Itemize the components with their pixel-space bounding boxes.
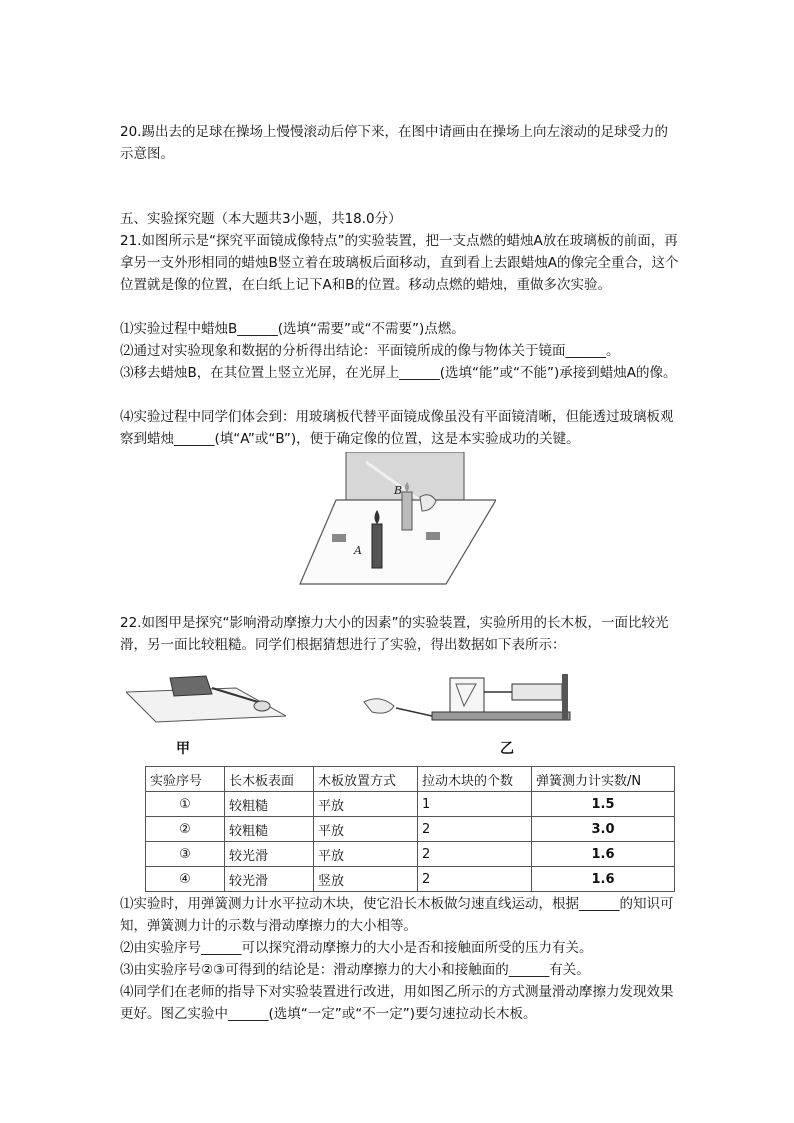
table-cell: 2 bbox=[418, 817, 532, 842]
table-cell: ① bbox=[146, 792, 225, 817]
table-cell: 1 bbox=[418, 792, 532, 817]
question-21-part-3: ⑶移去蜡烛B，在其位置上竖立光屏，在光屏上______(选填“能”或“不能”)承接到蜡烛A的像。 bbox=[120, 365, 677, 381]
table-cell: ② bbox=[146, 817, 225, 842]
table-cell: ③ bbox=[146, 842, 225, 867]
figure-yi bbox=[356, 672, 572, 732]
table-cell: 较粗糙 bbox=[225, 817, 314, 842]
table-cell: 平放 bbox=[314, 792, 418, 817]
table-cell: ④ bbox=[146, 867, 225, 892]
wooden-block bbox=[450, 678, 484, 712]
wall-mount bbox=[562, 674, 568, 720]
table-cell: 2 bbox=[418, 867, 532, 892]
table-row bbox=[146, 792, 675, 817]
question-21-part-2: ⑵通过对实验现象和数据的分析得出结论：平面镜所成的像与物体关于镜面______。 bbox=[120, 343, 620, 359]
hand-icon bbox=[254, 701, 270, 711]
question-21-part-4: ⑷实验过程中同学们体会到：用玻璃板代替平面镜成像虽没有平面镜清晰，但能透过玻璃板观察到蜡烛______(填“A”或“B”)，便于确定像的位置，这是本实验成功的关键。 bbox=[120, 409, 674, 447]
question-22-part-4: ⑷同学们在老师的指导下对实验装置进行改进，用如图乙所示的方式测量滑动摩擦力发现效果更好。图乙实验中______(选填“一定”或“不一定”)要匀速拉动长木板。 bbox=[120, 984, 674, 1022]
spring-scale bbox=[512, 684, 562, 700]
table-cell: 平放 bbox=[314, 817, 418, 842]
table-header: 实验序号 bbox=[146, 767, 225, 792]
table-cell: 较光滑 bbox=[225, 842, 314, 867]
table-cell: 平放 bbox=[314, 842, 418, 867]
question-22-part-3: ⑶由实验序号②③可得到的结论是：滑动摩擦力的大小和接触面的______有关。 bbox=[120, 962, 590, 978]
table-row bbox=[146, 817, 675, 842]
table-row bbox=[146, 842, 675, 867]
plate-stand-right bbox=[426, 532, 440, 540]
figure-jia bbox=[126, 672, 286, 732]
table-cell: 2 bbox=[418, 842, 532, 867]
label-candle-b: B bbox=[394, 484, 403, 497]
table-cell: 3.0 bbox=[532, 817, 675, 842]
hand-icon bbox=[364, 699, 394, 713]
candle-b bbox=[402, 492, 412, 530]
table-cell: 1.6 bbox=[532, 867, 675, 892]
table-cell: 较粗糙 bbox=[225, 792, 314, 817]
figure-jia-caption: 甲 bbox=[176, 741, 190, 757]
table-cell: 较光滑 bbox=[225, 867, 314, 892]
candle-a bbox=[372, 524, 382, 568]
section-5-header: 五、实验探究题（本大题共3小题，共18.0分） bbox=[120, 211, 402, 227]
table-header: 弹簧测力计实数/N bbox=[532, 767, 675, 792]
table-header: 拉动木块的个数 bbox=[418, 767, 532, 792]
question-21-intro: 21.如图所示是“探究平面镜成像特点”的实验装置，把一支点燃的蜡烛A放在玻璃板的前面，再拿另一支外形相同的蜡烛B竖立着在玻璃板后面移动，直到看上去跟蜡烛A的像完全重合，这个位置就是像的位置，在白纸上记下A和B的位置。移动点燃的蜡烛，重做多次实验。 bbox=[120, 233, 679, 293]
table-header: 长木板表面 bbox=[225, 767, 314, 792]
white-paper bbox=[300, 500, 496, 584]
long-board bbox=[432, 712, 570, 720]
question-22-intro: 22.如图甲是探究“影响滑动摩擦力大小的因素”的实验装置，实验所用的长木板，一面比较光滑，另一面比较粗糙。同学们根据猜想进行了实验，得出数据如下表所示： bbox=[120, 615, 669, 653]
question-20-text: 20.踢出去的足球在操场上慢慢滚动后停下来，在图中请画由在操场上向左滚动的足球受力的示意图。 bbox=[120, 124, 668, 162]
plate-stand-left bbox=[332, 534, 346, 542]
figure-yi-caption: 乙 bbox=[500, 741, 514, 757]
table-cell: 1.5 bbox=[532, 792, 675, 817]
table-header-row bbox=[146, 767, 675, 792]
question-22-part-1: ⑴实验时，用弹簧测力计水平拉动木块，使它沿长木板做匀速直线运动，根据______的知识可知，弹簧测力计的示数与滑动摩擦力的大小相等。 bbox=[120, 896, 674, 934]
table-row bbox=[146, 867, 675, 892]
question-21-part-1: ⑴实验过程中蜡烛B______(选填“需要”或“不需要”)点燃。 bbox=[120, 321, 465, 337]
question-22-part-2: ⑵由实验序号______可以探究滑动摩擦力的大小是否和接触面所受的压力有关。 bbox=[120, 940, 593, 956]
table-cell: 1.6 bbox=[532, 842, 675, 867]
mirror-experiment-figure bbox=[296, 452, 496, 590]
table-header: 木板放置方式 bbox=[314, 767, 418, 792]
data-table bbox=[145, 766, 675, 892]
wooden-block bbox=[170, 676, 212, 696]
label-candle-a: A bbox=[354, 544, 362, 557]
table-cell: 竖放 bbox=[314, 867, 418, 892]
